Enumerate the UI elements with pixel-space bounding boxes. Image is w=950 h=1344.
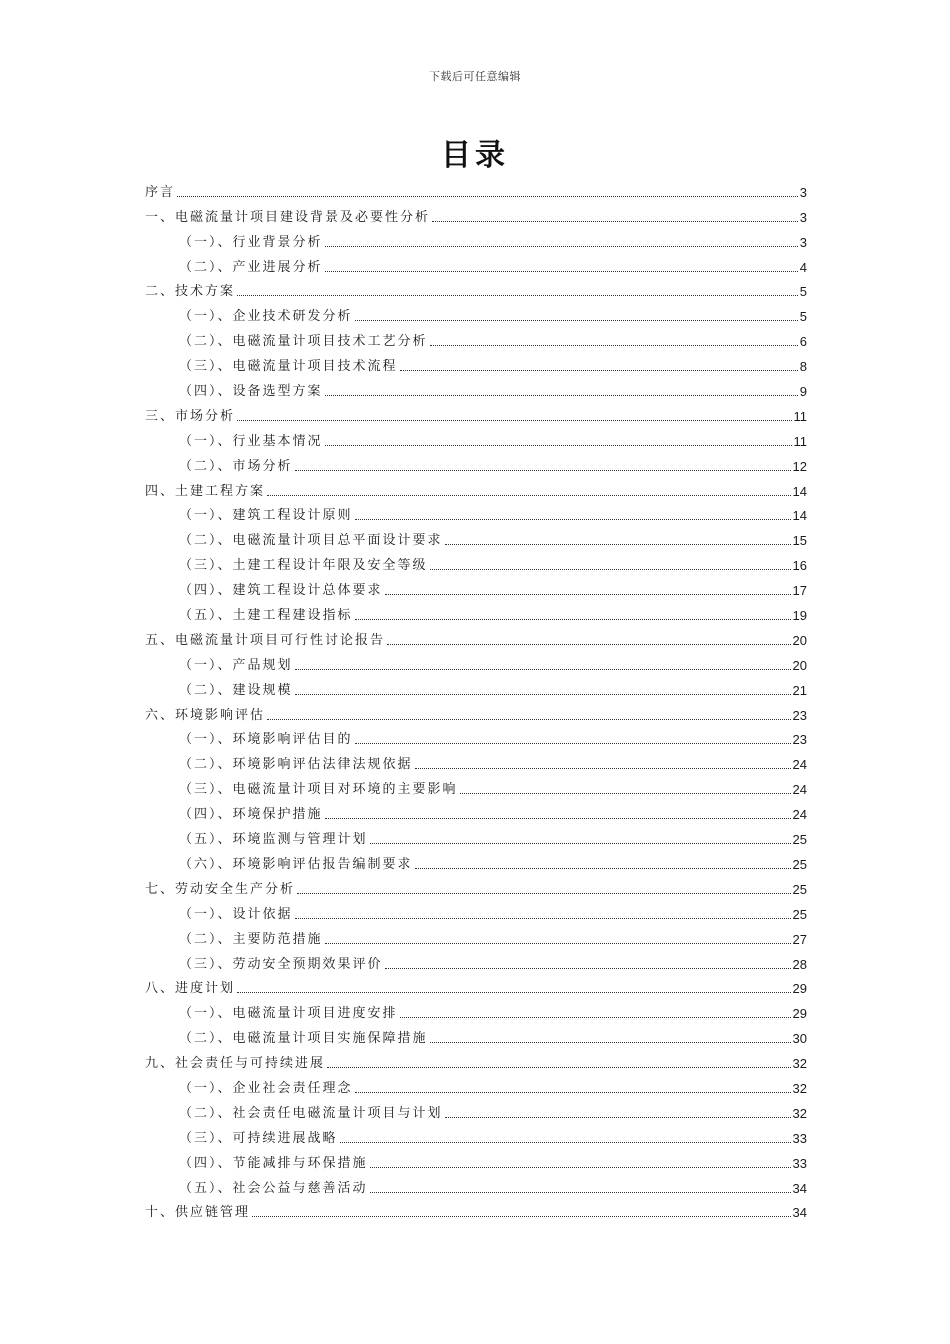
toc-dot-leader	[295, 694, 791, 695]
toc-entry[interactable]	[145, 276, 807, 301]
toc-entry[interactable]	[145, 898, 807, 923]
toc-entry-title: （一）、建筑工程设计原则	[179, 508, 353, 524]
toc-dot-leader	[415, 768, 791, 769]
toc-dot-leader	[325, 246, 798, 247]
toc-dot-leader	[325, 271, 798, 272]
toc-entry[interactable]	[145, 375, 807, 400]
toc-entry-title: （五）、社会公益与慈善活动	[179, 1180, 368, 1196]
toc-entry[interactable]	[145, 475, 807, 500]
toc-entry-title: 八、进度计划	[145, 981, 236, 997]
toc-page-number: 20	[792, 632, 807, 648]
toc-page-number: 25	[792, 856, 807, 872]
toc-dot-leader	[370, 1192, 791, 1193]
toc-page-number: 27	[792, 931, 807, 947]
toc-dot-leader	[430, 569, 791, 570]
toc-dot-leader	[370, 1167, 791, 1168]
toc-entry[interactable]	[145, 500, 807, 525]
toc-page-number: 23	[792, 707, 807, 723]
toc-dot-leader	[325, 445, 792, 446]
toc-entry[interactable]	[145, 624, 807, 649]
toc-page-number: 30	[792, 1031, 807, 1047]
toc-dot-leader	[387, 644, 791, 645]
toc-page-number: 4	[799, 259, 807, 275]
toc-entry-title: （一）、行业基本情况	[179, 433, 323, 449]
toc-page-number: 3	[799, 209, 807, 225]
toc-entry-title: （六）、环境影响评估报告编制要求	[179, 856, 413, 872]
toc-page-number: 9	[799, 384, 807, 400]
toc-entry-title: （二）、电磁流量计项目技术工艺分析	[179, 334, 428, 350]
toc-dot-leader	[432, 221, 798, 222]
toc-dot-leader	[400, 1017, 791, 1018]
toc-page-number: 29	[792, 981, 807, 997]
table-of-contents	[145, 176, 807, 1221]
toc-entry[interactable]	[145, 400, 807, 425]
toc-entry[interactable]	[145, 1022, 807, 1047]
toc-entry[interactable]	[145, 798, 807, 823]
toc-page-number: 20	[792, 657, 807, 673]
toc-entry[interactable]	[145, 574, 807, 599]
toc-dot-leader	[327, 1067, 791, 1068]
toc-entry[interactable]	[145, 649, 807, 674]
toc-entry[interactable]	[145, 773, 807, 798]
toc-entry[interactable]	[145, 226, 807, 251]
toc-entry-title: （三）、可持续进展战略	[179, 1130, 338, 1146]
toc-entry-title: （五）、环境监测与管理计划	[179, 832, 368, 848]
toc-page-number: 8	[799, 359, 807, 375]
page-title: 目录	[441, 138, 509, 173]
toc-dot-leader	[445, 544, 791, 545]
toc-entry[interactable]	[145, 599, 807, 624]
toc-entry[interactable]	[145, 748, 807, 773]
toc-entry[interactable]	[145, 1072, 807, 1097]
toc-dot-leader	[295, 470, 791, 471]
toc-entry-title: （四）、设备选型方案	[179, 384, 323, 400]
toc-entry-title: 三、市场分析	[145, 408, 236, 424]
toc-entry-title: （一）、电磁流量计项目进度安排	[179, 1006, 398, 1022]
toc-entry[interactable]	[145, 724, 807, 749]
toc-page-number: 5	[799, 309, 807, 325]
toc-page-number: 33	[792, 1155, 807, 1171]
toc-page-number: 25	[792, 832, 807, 848]
toc-page-number: 3	[799, 234, 807, 250]
toc-entry-title: （一）、设计依据	[179, 906, 293, 922]
toc-dot-leader	[415, 868, 791, 869]
toc-dot-leader	[267, 495, 791, 496]
toc-entry[interactable]	[145, 325, 807, 350]
toc-entry[interactable]	[145, 1047, 807, 1072]
toc-entry-title: 九、社会责任与可持续进展	[145, 1056, 326, 1072]
toc-entry[interactable]	[145, 873, 807, 898]
toc-page-number: 32	[792, 1080, 807, 1096]
toc-entry-title: （一）、行业背景分析	[179, 234, 323, 250]
toc-dot-leader	[355, 743, 791, 744]
toc-entry-title: （二）、环境影响评估法律法规依据	[179, 757, 413, 773]
toc-entry[interactable]	[145, 973, 807, 998]
toc-dot-leader	[385, 594, 791, 595]
toc-entry-title: （四）、节能减排与环保措施	[179, 1155, 368, 1171]
toc-page-number: 5	[799, 284, 807, 300]
toc-page-number: 19	[792, 608, 807, 624]
toc-dot-leader	[385, 968, 791, 969]
toc-entry[interactable]	[145, 1147, 807, 1172]
toc-entry-title: （二）、社会责任电磁流量计项目与计划	[179, 1105, 443, 1121]
toc-dot-leader	[430, 1042, 791, 1043]
toc-entry-title: （四）、环境保护措施	[179, 807, 323, 823]
toc-entry[interactable]	[145, 549, 807, 574]
toc-entry-title: （五）、土建工程建设指标	[179, 608, 353, 624]
toc-entry[interactable]	[145, 997, 807, 1022]
toc-entry-title: （一）、产品规划	[179, 657, 293, 673]
toc-entry-title: 四、土建工程方案	[145, 483, 266, 499]
toc-page-number: 33	[792, 1130, 807, 1146]
toc-entry[interactable]	[145, 251, 807, 276]
toc-dot-leader	[355, 519, 791, 520]
toc-entry-title: 五、电磁流量计项目可行性讨论报告	[145, 632, 386, 648]
toc-entry-title: 六、环境影响评估	[145, 707, 266, 723]
toc-entry[interactable]	[145, 674, 807, 699]
toc-entry-title: 一、电磁流量计项目建设背景及必要性分析	[145, 209, 431, 225]
toc-dot-leader	[430, 345, 798, 346]
toc-page-number: 25	[792, 881, 807, 897]
toc-entry-title: 序言	[145, 184, 176, 200]
toc-dot-leader	[460, 793, 791, 794]
toc-page-number: 6	[799, 334, 807, 350]
page-header-note: 下载后可任意编辑	[429, 70, 521, 83]
toc-entry[interactable]	[145, 823, 807, 848]
toc-entry[interactable]	[145, 848, 807, 873]
toc-page-number: 28	[792, 956, 807, 972]
toc-entry-title: （二）、电磁流量计项目总平面设计要求	[179, 533, 443, 549]
toc-page-number: 34	[792, 1180, 807, 1196]
toc-page-number: 17	[792, 583, 807, 599]
toc-page-number: 11	[793, 433, 807, 449]
toc-dot-leader	[237, 420, 791, 421]
toc-page-number: 32	[792, 1105, 807, 1121]
toc-page-number: 12	[792, 458, 807, 474]
toc-entry-title: 二、技术方案	[145, 284, 236, 300]
toc-entry-title: （三）、劳动安全预期效果评价	[179, 956, 383, 972]
toc-entry-title: （三）、电磁流量计项目对环境的主要影响	[179, 782, 458, 798]
toc-entry[interactable]	[145, 1122, 807, 1147]
toc-entry-title: （一）、企业技术研发分析	[179, 309, 353, 325]
toc-page-number: 25	[792, 906, 807, 922]
toc-entry[interactable]	[145, 1172, 807, 1197]
toc-entry[interactable]	[145, 1097, 807, 1122]
toc-page-number: 24	[792, 757, 807, 773]
toc-dot-leader	[355, 320, 798, 321]
toc-dot-leader	[297, 893, 791, 894]
toc-entry[interactable]	[145, 425, 807, 450]
toc-page-number: 21	[792, 682, 807, 698]
toc-entry-title: （三）、土建工程设计年限及安全等级	[179, 558, 428, 574]
toc-dot-leader	[370, 843, 791, 844]
toc-dot-leader	[237, 992, 791, 993]
toc-dot-leader	[252, 1216, 791, 1217]
toc-entry[interactable]	[145, 350, 807, 375]
toc-entry[interactable]	[145, 201, 807, 226]
toc-page-number: 15	[792, 533, 807, 549]
toc-page-number: 24	[792, 807, 807, 823]
toc-entry[interactable]	[145, 524, 807, 549]
toc-page-number: 16	[792, 558, 807, 574]
toc-page-number: 29	[792, 1006, 807, 1022]
toc-entry-title: （四）、建筑工程设计总体要求	[179, 583, 383, 599]
toc-entry-title: （二）、主要防范措施	[179, 931, 323, 947]
toc-page-number: 32	[792, 1056, 807, 1072]
toc-page-number: 3	[799, 184, 807, 200]
toc-dot-leader	[325, 943, 791, 944]
toc-entry[interactable]	[145, 923, 807, 948]
toc-dot-leader	[445, 1117, 791, 1118]
toc-page-number: 14	[792, 483, 807, 499]
toc-dot-leader	[237, 295, 798, 296]
toc-entry-title: 十、供应链管理	[145, 1205, 251, 1221]
toc-entry[interactable]	[145, 948, 807, 973]
toc-entry-title: （二）、产业进展分析	[179, 259, 323, 275]
toc-entry[interactable]	[145, 1197, 807, 1222]
toc-entry-title: （三）、电磁流量计项目技术流程	[179, 359, 398, 375]
toc-dot-leader	[355, 619, 791, 620]
toc-dot-leader	[400, 370, 798, 371]
toc-entry[interactable]	[145, 300, 807, 325]
toc-dot-leader	[340, 1142, 791, 1143]
toc-entry-title: （一）、企业社会责任理念	[179, 1080, 353, 1096]
toc-page-number: 23	[792, 732, 807, 748]
toc-entry[interactable]	[145, 176, 807, 201]
toc-entry-title: （二）、市场分析	[179, 458, 293, 474]
toc-entry[interactable]	[145, 450, 807, 475]
toc-entry-title: （二）、电磁流量计项目实施保障措施	[179, 1031, 428, 1047]
toc-dot-leader	[325, 818, 791, 819]
toc-entry-title: （一）、环境影响评估目的	[179, 732, 353, 748]
toc-page-number: 24	[792, 782, 807, 798]
toc-dot-leader	[355, 1092, 791, 1093]
toc-dot-leader	[295, 669, 791, 670]
toc-entry-title: 七、劳动安全生产分析	[145, 881, 296, 897]
toc-entry[interactable]	[145, 699, 807, 724]
toc-entry-title: （二）、建设规模	[179, 682, 293, 698]
toc-dot-leader	[325, 395, 798, 396]
toc-dot-leader	[295, 918, 791, 919]
toc-page-number: 34	[792, 1205, 807, 1221]
toc-page-number: 14	[792, 508, 807, 524]
toc-dot-leader	[177, 196, 798, 197]
toc-dot-leader	[267, 719, 791, 720]
toc-page-number: 11	[793, 408, 807, 424]
